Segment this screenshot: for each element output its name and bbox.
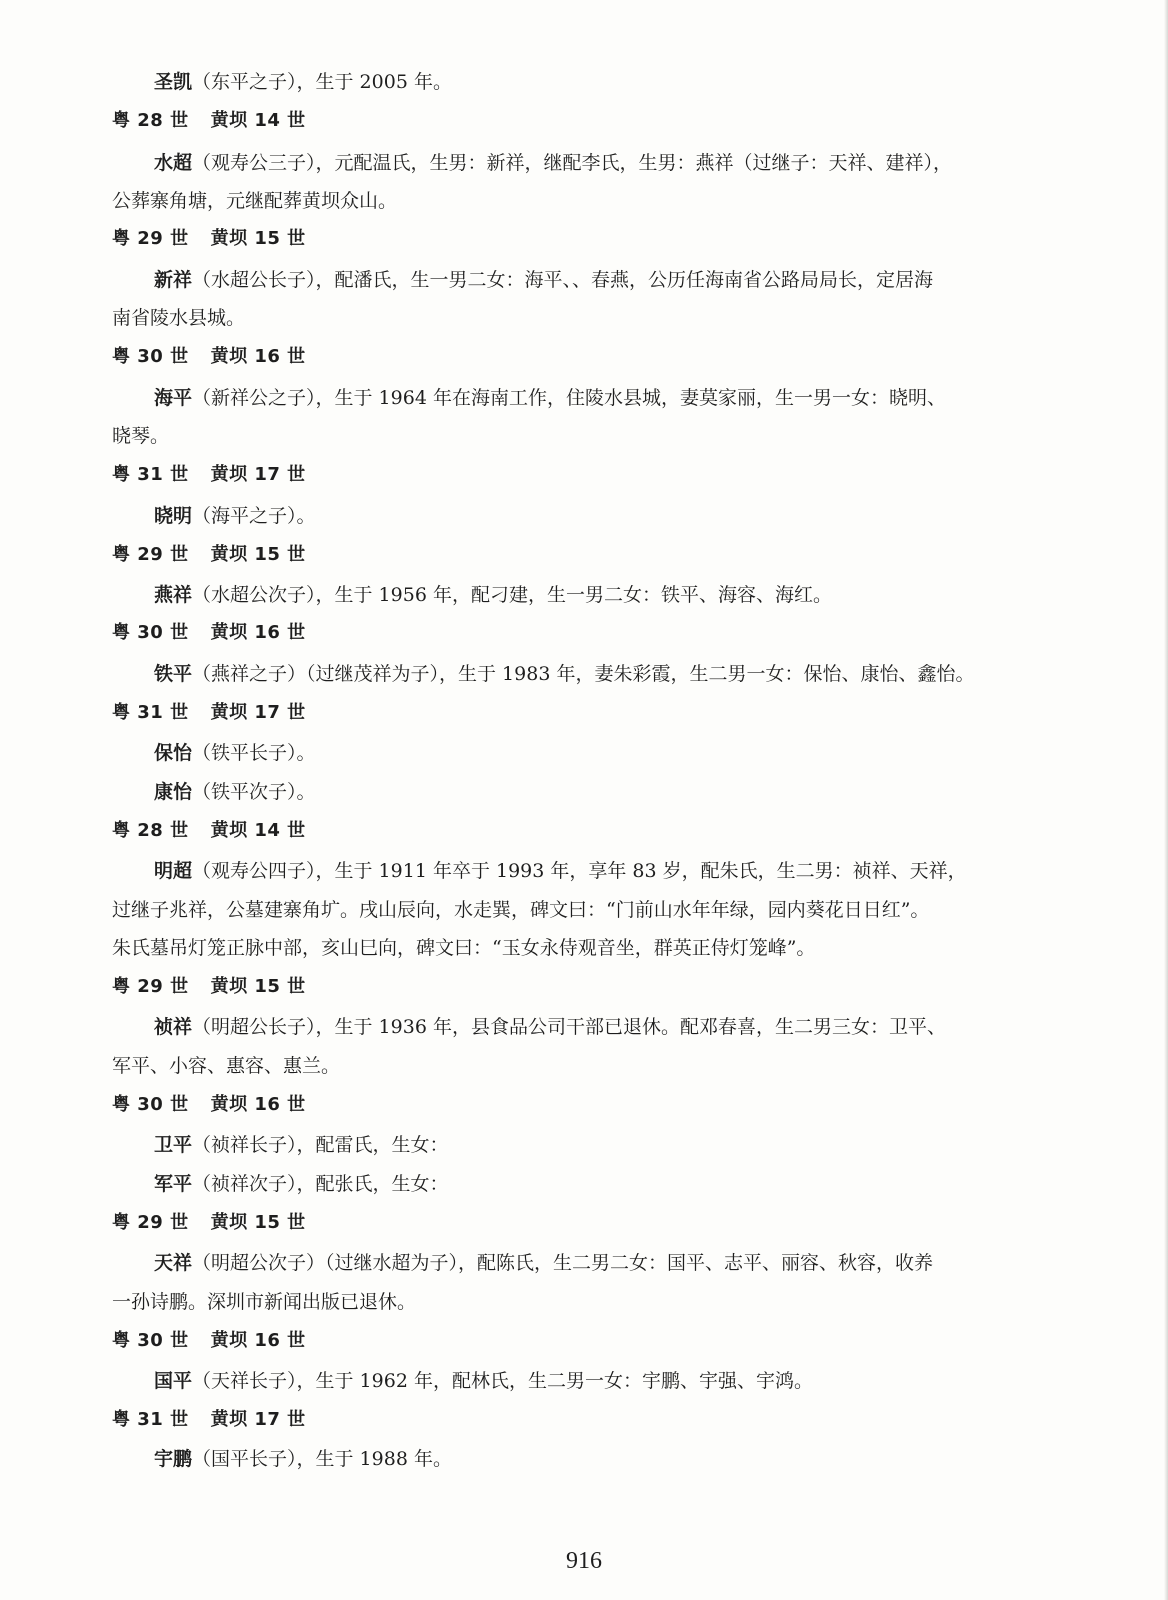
huangba-generation: 黄坝 17 世 xyxy=(210,464,306,485)
entry-text: （明超公长子），生于 1936 年，县食品公司干部已退休。配邓春喜，生二男三女：卫平、 xyxy=(192,1016,946,1038)
yue-generation: 粤 30 世 xyxy=(112,1330,189,1351)
entry-text: （祯祥长子），配雷氏，生女： xyxy=(192,1134,449,1156)
entry-continuation: 晓琴。 xyxy=(112,425,170,447)
generation-heading xyxy=(112,108,306,134)
entry-line xyxy=(112,1132,1057,1158)
huangba-generation: 黄坝 16 世 xyxy=(210,1330,306,1351)
entry-line xyxy=(112,1171,1057,1197)
person-name: 水超 xyxy=(154,152,193,174)
entry-text: （国平长子），生于 1988 年。 xyxy=(192,1448,452,1470)
entry-continuation: 过继子兆祥，公墓建寨角圹。戌山辰向，水走巽，碑文曰：“门前山水年年绿，园内葵花日日红”。 xyxy=(112,899,930,921)
huangba-generation: 黄坝 17 世 xyxy=(210,702,306,723)
entry-text: （观寿公四子），生于 1911 年卒于 1993 年，享年 83 岁，配朱氏，生二男：祯祥、天祥， xyxy=(192,860,967,882)
entry-line xyxy=(112,1368,1057,1394)
page-number: 916 xyxy=(566,1548,602,1574)
person-name: 明超 xyxy=(154,860,193,882)
scan-edge-shadow xyxy=(1164,0,1168,1600)
entry-line xyxy=(112,1446,1057,1472)
entry-line xyxy=(112,150,1057,176)
person-name: 宇鹏 xyxy=(154,1448,193,1470)
entry-line xyxy=(112,267,1057,293)
entry-text: （天祥长子），生于 1962 年，配林氏，生二男一女：宇鹏、宇强、宇鸿。 xyxy=(192,1370,813,1392)
generation-heading xyxy=(112,700,306,726)
yue-generation: 粤 28 世 xyxy=(112,110,189,131)
huangba-generation: 黄坝 16 世 xyxy=(210,622,306,643)
person-name: 晓明 xyxy=(154,505,193,527)
entry-line xyxy=(112,661,1057,687)
generation-heading xyxy=(112,1210,306,1236)
entry-continuation: 一孙诗鹏。深圳市新闻出版已退休。 xyxy=(112,1291,417,1313)
yue-generation: 粤 29 世 xyxy=(112,976,189,997)
person-name: 军平 xyxy=(154,1173,193,1195)
huangba-generation: 黄坝 14 世 xyxy=(210,110,306,131)
huangba-generation: 黄坝 15 世 xyxy=(210,976,306,997)
entry-line xyxy=(112,1250,1057,1276)
person-name: 卫平 xyxy=(154,1134,193,1156)
entry-line xyxy=(112,779,1057,805)
yue-generation: 粤 29 世 xyxy=(112,1212,189,1233)
yue-generation: 粤 29 世 xyxy=(112,228,189,249)
yue-generation: 粤 29 世 xyxy=(112,544,189,565)
person-name: 国平 xyxy=(154,1370,193,1392)
huangba-generation: 黄坝 16 世 xyxy=(210,346,306,367)
entry-line xyxy=(112,582,1057,608)
person-name: 天祥 xyxy=(154,1252,193,1274)
person-name: 铁平 xyxy=(154,663,193,685)
generation-heading xyxy=(112,344,306,370)
generation-heading xyxy=(112,620,306,646)
generation-heading xyxy=(112,542,306,568)
yue-generation: 粤 30 世 xyxy=(112,622,189,643)
yue-generation: 粤 31 世 xyxy=(112,464,189,485)
entry-text: （海平之子）。 xyxy=(192,505,316,527)
entry-continuation: 朱氏墓吊灯笼正脉中部，亥山巳向，碑文曰：“玉女永侍观音坐，群英正侍灯笼峰”。 xyxy=(112,937,816,959)
generation-heading xyxy=(112,226,306,252)
person-name: 新祥 xyxy=(154,269,193,291)
huangba-generation: 黄坝 16 世 xyxy=(210,1094,306,1115)
entry-text: （明超公次子）（过继水超为子），配陈氏，生二男二女：国平、志平、丽容、秋容，收养 xyxy=(192,1252,934,1274)
yue-generation: 粤 28 世 xyxy=(112,820,189,841)
huangba-generation: 黄坝 15 世 xyxy=(210,1212,306,1233)
entry-line xyxy=(112,503,1057,529)
generation-heading xyxy=(112,462,306,488)
entry-text: （铁平次子）。 xyxy=(192,781,316,803)
entry-line xyxy=(112,385,1057,411)
person-name: 燕祥 xyxy=(154,584,193,606)
entry-continuation: 南省陵水县城。 xyxy=(112,307,246,329)
yue-generation: 粤 30 世 xyxy=(112,346,189,367)
huangba-generation: 黄坝 15 世 xyxy=(210,544,306,565)
entry-text: （新祥公之子），生于 1964 年在海南工作，住陵水县城，妻莫家丽，生一男一女：晓明、 xyxy=(192,387,946,409)
entry-text: （东平之子），生于 2005 年。 xyxy=(192,71,452,93)
person-name: 祯祥 xyxy=(154,1016,193,1038)
entry-line xyxy=(112,740,1057,766)
huangba-generation: 黄坝 15 世 xyxy=(210,228,306,249)
generation-heading xyxy=(112,1092,306,1118)
generation-heading xyxy=(112,818,306,844)
entry-continuation: 公葬寨角塘，元继配葬黄坝众山。 xyxy=(112,190,398,212)
person-name: 海平 xyxy=(154,387,193,409)
person-name: 圣凯 xyxy=(154,71,193,93)
entry-text: （燕祥之子）（过继茂祥为子），生于 1983 年，妻朱彩霞，生二男一女：保怡、康怡、鑫怡。 xyxy=(192,663,975,685)
person-name: 康怡 xyxy=(154,781,193,803)
generation-heading xyxy=(112,1407,306,1433)
yue-generation: 粤 31 世 xyxy=(112,1409,189,1430)
generation-heading xyxy=(112,974,306,1000)
generation-heading xyxy=(112,1328,306,1354)
yue-generation: 粤 30 世 xyxy=(112,1094,189,1115)
huangba-generation: 黄坝 14 世 xyxy=(210,820,306,841)
entry-text: （水超公次子），生于 1956 年，配刁建，生一男二女：铁平、海容、海红。 xyxy=(192,584,832,606)
person-name: 保怡 xyxy=(154,742,193,764)
entry-line xyxy=(112,69,1057,95)
entry-text: （铁平长子）。 xyxy=(192,742,316,764)
entry-line xyxy=(112,1014,1057,1040)
entry-continuation: 军平、小容、惠容、惠兰。 xyxy=(112,1055,341,1077)
yue-generation: 粤 31 世 xyxy=(112,702,189,723)
entry-line xyxy=(112,858,1057,884)
entry-text: （祯祥次子），配张氏，生女： xyxy=(192,1173,449,1195)
huangba-generation: 黄坝 17 世 xyxy=(210,1409,306,1430)
entry-text: （观寿公三子），元配温氏，生男：新祥，继配李氏，生男：燕祥（过继子：天祥、建祥）， xyxy=(192,152,953,174)
entry-text: （水超公长子），配潘氏，生一男二女：海平、、春燕，公历任海南省公路局局长，定居海 xyxy=(192,269,934,291)
